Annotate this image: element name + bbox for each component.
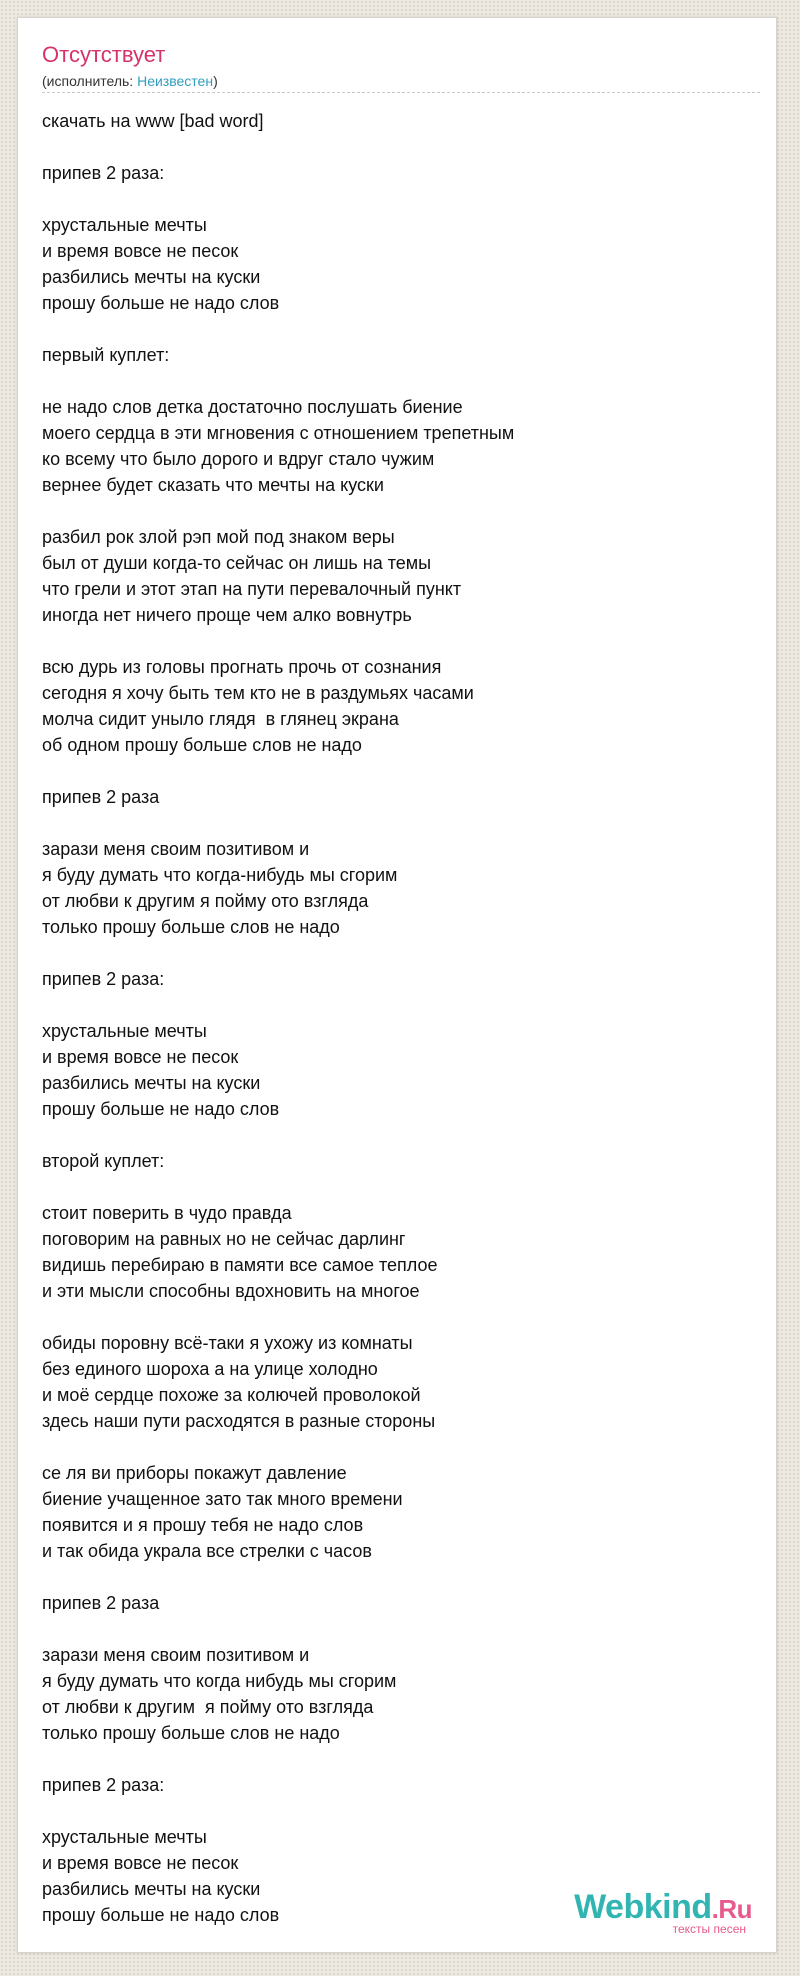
webkind-tld: .Ru — [711, 1894, 752, 1924]
lyric-line: не надо слов детка достаточно послушать биение — [42, 397, 463, 417]
lyric-line: появится и я прошу тебя не надо слов — [42, 1515, 364, 1535]
header-divider — [42, 92, 760, 93]
lyric-line: что грели и этот этап на пути перевалочный пункт — [42, 579, 462, 599]
song-title: Отсутствует — [42, 42, 166, 67]
lyric-line: всю дурь из головы прогнать прочь от сознания — [42, 657, 442, 677]
lyric-line: молча сидит уныло глядя в глянец экрана — [42, 709, 399, 729]
lyric-line — [42, 940, 752, 966]
lyric-line — [42, 628, 752, 654]
lyrics-page — [17, 17, 777, 1953]
lyric-line: здесь наши пути расходятся в разные стороны — [42, 1411, 436, 1431]
lyric-line: хрустальные мечты — [42, 1827, 207, 1847]
lyric-line: хрустальные мечты — [42, 1021, 207, 1041]
lyric-line: и время вовсе не песок — [42, 1047, 239, 1067]
lyric-line: был от души когда-то сейчас он лишь на темы — [42, 553, 432, 573]
webkind-tagline: тексты песен — [672, 1922, 746, 1936]
lyric-line: припев 2 раза: — [42, 969, 165, 989]
lyric-line: иногда нет ничего проще чем алко вовнутрь — [42, 605, 412, 625]
lyric-line: я буду думать что когда-нибудь мы сгорим — [42, 865, 398, 885]
lyric-line: и время вовсе не песок — [42, 241, 239, 261]
webkind-logo — [574, 1890, 752, 1926]
lyric-line: поговорим на равных но не сейчас дарлинг — [42, 1229, 406, 1249]
lyric-line: хрустальные мечты — [42, 215, 207, 235]
lyric-line: припев 2 раза: — [42, 163, 165, 183]
artist-line — [42, 73, 218, 89]
lyric-line: скачать на www [bad word] — [42, 111, 264, 131]
lyrics-text — [42, 108, 752, 1928]
lyric-line: только прошу больше слов не надо — [42, 1723, 340, 1743]
lyric-line: припев 2 раза — [42, 1593, 160, 1613]
lyric-line: от любви к другим я пойму ото взгляда — [42, 1697, 374, 1717]
lyric-line: припев 2 раза — [42, 787, 160, 807]
lyric-line: разбил рок злой рэп мой под знаком веры — [42, 527, 395, 547]
lyric-line — [42, 1174, 752, 1200]
lyric-line: моего сердца в эти мгновения с отношением трепетным — [42, 423, 515, 443]
lyric-line: я буду думать что когда нибудь мы сгорим — [42, 1671, 397, 1691]
lyric-line — [42, 1434, 752, 1460]
lyric-line — [42, 1746, 752, 1772]
lyric-line: ко всему что было дорого и вдруг стало чужим — [42, 449, 435, 469]
lyric-line: разбились мечты на куски — [42, 267, 261, 287]
site-watermark — [574, 1890, 752, 1936]
artist-link[interactable]: Неизвестен — [137, 73, 214, 89]
lyric-line — [42, 758, 752, 784]
lyric-line — [42, 316, 752, 342]
lyric-line: стоит поверить в чудо правда — [42, 1203, 292, 1223]
lyric-line: первый куплет: — [42, 345, 170, 365]
lyric-line — [42, 1798, 752, 1824]
lyric-line: зарази меня своим позитивом и — [42, 1645, 310, 1665]
lyric-line — [42, 810, 752, 836]
lyric-line: второй куплет: — [42, 1151, 165, 1171]
lyric-line: се ля ви приборы покажут давление — [42, 1463, 347, 1483]
lyric-line: об одном прошу больше слов не надо — [42, 735, 362, 755]
lyric-line: биение учащенное зато так много времени — [42, 1489, 403, 1509]
artist-prefix: (исполнитель: — [42, 73, 138, 89]
lyric-line: зарази меня своим позитивом и — [42, 839, 310, 859]
lyric-line: от любви к другим я пойму ото взгляда — [42, 891, 369, 911]
lyric-line: сегодня я хочу быть тем кто не в раздумьях часами — [42, 683, 474, 703]
lyric-line: прошу больше не надо слов — [42, 1905, 280, 1925]
lyric-line: только прошу больше слов не надо — [42, 917, 340, 937]
lyric-line: и время вовсе не песок — [42, 1853, 239, 1873]
lyric-line — [42, 1304, 752, 1330]
lyric-line — [42, 992, 752, 1018]
lyric-line — [42, 1564, 752, 1590]
lyric-line — [42, 368, 752, 394]
lyric-line: видишь перебираю в памяти все самое теплое — [42, 1255, 438, 1275]
lyric-line: припев 2 раза: — [42, 1775, 165, 1795]
lyric-line: прошу больше не надо слов — [42, 293, 280, 313]
lyric-line: и так обида украла все стрелки с часов — [42, 1541, 372, 1561]
lyric-line: без единого шороха а на улице холодно — [42, 1359, 378, 1379]
lyric-line — [42, 1122, 752, 1148]
lyric-line: разбились мечты на куски — [42, 1879, 261, 1899]
lyric-line: прошу больше не надо слов — [42, 1099, 280, 1119]
webkind-brand: Webkind — [574, 1888, 712, 1926]
lyric-line — [42, 1616, 752, 1642]
lyric-line: вернее будет сказать что мечты на куски — [42, 475, 384, 495]
lyric-line — [42, 186, 752, 212]
lyric-line: и эти мысли способны вдохновить на многое — [42, 1281, 420, 1301]
lyric-line — [42, 134, 752, 160]
lyric-line: и моё сердце похоже за колючей проволокой — [42, 1385, 421, 1405]
lyric-line: обиды поровну всё-таки я ухожу из комнаты — [42, 1333, 413, 1353]
artist-suffix: ) — [213, 73, 218, 89]
lyric-line — [42, 498, 752, 524]
lyric-line: разбились мечты на куски — [42, 1073, 261, 1093]
